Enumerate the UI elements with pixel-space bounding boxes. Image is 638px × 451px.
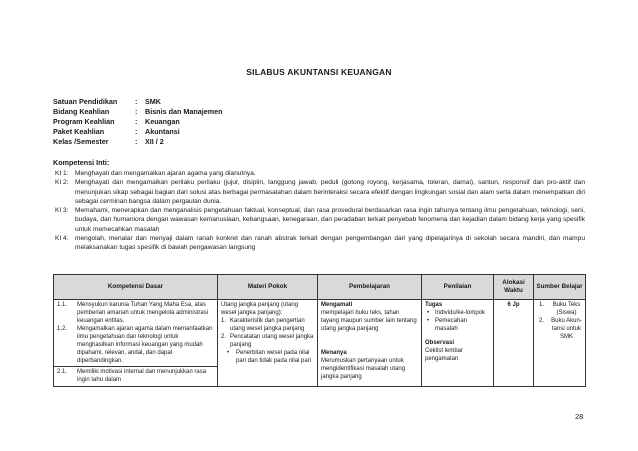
kompetensi-dasar-number: 1.1. xyxy=(57,302,68,308)
info-label: Paket Keahlian xyxy=(53,127,105,136)
materi-pokok-cell xyxy=(218,300,318,387)
info-value: XII / 2 xyxy=(145,137,164,146)
column-header-pembelajaran: Pembelajaran xyxy=(318,275,422,300)
kompetensi-dasar-number: 1.2. xyxy=(57,326,68,332)
core-competency-code: KI 4: xyxy=(55,235,69,243)
document-title: SILABUS AKUNTANSI KEUANGAN xyxy=(246,67,392,77)
info-label: Satuan Pendidikan xyxy=(53,97,118,106)
info-colon: : xyxy=(135,97,138,106)
materi-pokok-text: Pencatatan utang wesel jangka panjang xyxy=(230,334,314,348)
core-competency-code: KI 2: xyxy=(55,179,69,187)
column-header-alokasi-waktu: Alokasi Waktu xyxy=(494,275,534,300)
syllabus-info xyxy=(53,97,223,147)
bullet-icon: • xyxy=(427,310,430,316)
core-competency-heading: Kompetensi Inti: xyxy=(53,158,110,167)
sumber-belajar-item xyxy=(537,301,582,317)
penilaian-text: Ceklist lembar pengamatan xyxy=(425,348,464,362)
sumber-belajar-text: Buku Akun-tansi untuk SMK xyxy=(551,318,582,340)
kompetensi-dasar-item xyxy=(57,301,214,325)
info-row xyxy=(53,97,223,107)
bullet-icon: • xyxy=(227,350,230,356)
sumber-belajar-item xyxy=(537,317,582,341)
core-competency-text: Menghayati dan mengamalkan ajaran agama yang dianutnya. xyxy=(75,170,256,177)
pembelajaran-text: Merumuskan pertanyaan untuk mengidentifikasi masalah utang jangka panjang xyxy=(321,358,406,380)
materi-pokok-item xyxy=(221,317,314,333)
syllabus-table xyxy=(53,274,586,387)
info-colon: : xyxy=(135,127,138,136)
table-header-row xyxy=(54,275,586,300)
materi-pokok-subitem-text: Penerbitan wesel pada nilai pari dan tidak pada nilai pari xyxy=(236,350,312,364)
alokasi-waktu-value: 6 Jp xyxy=(507,302,520,308)
column-header-materi-pokok: Materi Pokok xyxy=(218,275,318,300)
page-number: 28 xyxy=(575,412,584,421)
kompetensi-dasar-number: 2.1. xyxy=(57,369,68,375)
info-row xyxy=(53,137,223,147)
materi-pokok-item xyxy=(221,333,314,349)
info-colon: : xyxy=(135,137,138,146)
info-value: Bisnis dan Manajemen xyxy=(145,107,223,116)
core-competency-list xyxy=(55,169,585,253)
core-competency-code: KI 3: xyxy=(55,207,69,215)
info-row xyxy=(53,127,223,137)
pembelajaran-cell xyxy=(318,300,422,387)
spacer xyxy=(321,333,418,349)
core-competency-text: mengolah, menalar dan menyaji dalam ranah konkret dan ranah abstrak terkait dengan pengembangan dari yang dipelajarinya di sekolah secara mandiri, dan mampu melaksanakan tugas spesifik di bawah pengawasan langsung xyxy=(75,235,585,252)
pembelajaran-heading: Menanya xyxy=(321,350,347,356)
materi-pokok-intro: Utang jangka panjang (utang wesel jangka panjang): xyxy=(221,302,299,316)
penilaian-heading: Tugas xyxy=(425,302,443,308)
sumber-belajar-number: 2. xyxy=(539,318,545,324)
kompetensi-dasar-text: Mengamalkan ajaran agama dalam memanfaatkan ilmu pengetahuan dan teknologi untuk menghasilkan informasi keuangan yang mudah dipahami, relevan, andal, dan dapat diperbandingkan. xyxy=(77,326,213,364)
info-value: Akuntansi xyxy=(145,127,180,136)
materi-pokok-number: 2. xyxy=(221,334,227,340)
info-label: Bidang Keahlian xyxy=(53,107,110,116)
pembelajaran-heading: Mengamati xyxy=(321,302,353,308)
kompetensi-dasar-group xyxy=(54,301,217,367)
kompetensi-dasar-item xyxy=(57,368,214,384)
materi-pokok-text: Karakteristik dan pengertian utang wesel jangka panjang xyxy=(230,318,305,332)
core-competency-item xyxy=(55,178,585,206)
bullet-icon: • xyxy=(427,318,430,324)
penilaian-cell xyxy=(422,300,494,387)
penilaian-heading: Observasi xyxy=(425,340,455,346)
info-colon: : xyxy=(135,107,138,116)
kompetensi-dasar-group xyxy=(54,367,217,385)
table-row xyxy=(54,300,586,387)
core-competency-item xyxy=(55,234,585,253)
kompetensi-dasar-item xyxy=(57,325,214,365)
column-header-penilaian: Penilaian xyxy=(422,275,494,300)
core-competency-item xyxy=(55,169,585,178)
sumber-belajar-text: Buku Teks (Siswa) xyxy=(552,302,581,316)
info-row xyxy=(53,107,223,117)
info-value: Keuangan xyxy=(145,117,180,126)
info-colon: : xyxy=(135,117,138,126)
core-competency-code: KI 1: xyxy=(55,170,69,177)
sumber-belajar-number: 1. xyxy=(539,302,545,308)
kompetensi-dasar-text: Memiliki motivasi internal dan menunjukkan rasa ingin tahu dalam xyxy=(77,369,207,383)
column-header-sumber-belajar: Sumber Belajar xyxy=(534,275,586,300)
info-value: SMK xyxy=(145,97,161,106)
kompetensi-dasar-cell xyxy=(54,300,218,387)
column-header-kompetensi-dasar: Kompetensi Dasar xyxy=(54,275,218,300)
info-row xyxy=(53,117,223,127)
penilaian-item-text: Pemecahan masalah xyxy=(435,318,468,332)
sumber-belajar-cell xyxy=(534,300,586,387)
penilaian-item xyxy=(425,309,490,317)
pembelajaran-text: mempelajari buku teks, tahan tayang maupun sumber lain tentang utang jangka panjang xyxy=(321,310,417,332)
alokasi-waktu-cell xyxy=(494,300,534,387)
materi-pokok-number: 1. xyxy=(221,318,227,324)
core-competency-text: Menghayati dan mengamalkan perilaku perilaku (jujur, disiplin, tanggung jawab, peduli (gotong royong, kerjasama, toleran, damai), santun, responsif dan pro-aktif dan menunjukan sikap sebagai bagian dari solusi atas berbagai permasalahan dalam berinteraksi secara efektif dengan lingkungan sosial dan alam serta dalam menempatkan diri sebagai cerminan bangsa dalam pergaulan dunia. xyxy=(75,179,585,205)
penilaian-item xyxy=(425,317,490,333)
info-label: Program Keahlian xyxy=(53,117,115,126)
kompetensi-dasar-text: Mensyukuri karunia Tuhan Yang Maha Esa, atas pemberian amanah untuk mengelola administrasi keuangan entitas. xyxy=(77,302,209,324)
penilaian-item-text: Individu/ke-lompok xyxy=(435,310,486,316)
materi-pokok-subitem xyxy=(221,349,314,365)
core-competency-item xyxy=(55,206,585,234)
info-label: Kelas /Semester xyxy=(53,137,109,146)
core-competency-text: Memahami, menerapkan dan menganalisis pengetahuan faktual, konseptual, dan rasa prosedural berdasarkan rasa ingin tahunya tentang ilmu pengetahuan, teknologi, seni, budaya, dan humaniora dengan wawasan kemanusiaan, kebangsaan, kenegaraan, dan peradaban terkait penyebab fenomena dan kejadian dalam bidang kerja yang spesifik untuk memecahkan masalah xyxy=(75,207,585,233)
